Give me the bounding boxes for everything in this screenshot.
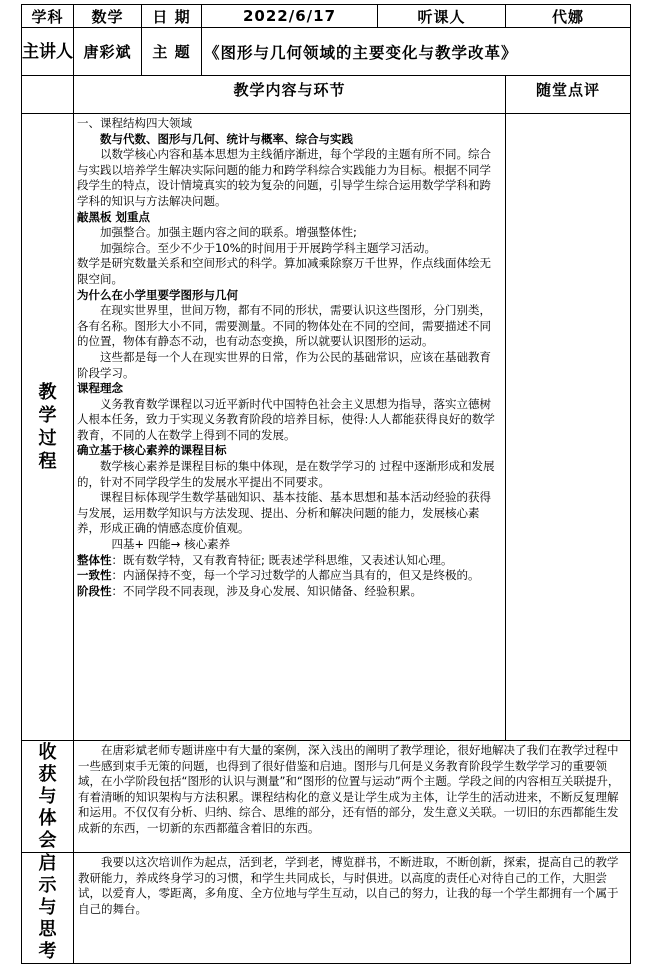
process-label: 教学过程 [22, 114, 74, 741]
process-content [74, 114, 506, 741]
line-curriculum-idea: 课程理念 [77, 381, 123, 396]
content-header: 教学内容与环节 [74, 76, 506, 114]
gains-text: 在唐彩斌老师专题讲座中有大量的案例，深入浅出的阐明了教学理论，很好地解决了我们在教学过程中一些感到束手无策的问题，也得到了很好借鉴和启迪。图形与几何是义务教育阶段学生数学学习的重要领域，在小学阶段包括“图形的认识与测量”和“图形的位置与运动”两个主题。学段之间的内容相互关联提升，有着清晰的知识架构与方法积累。课程结构化的意义是让学生成为主体，让学生的活动进来，不断反复理解和运用。不仅仅有分析、归纳、综合、思维的部分，还有悟的部分，发生意义关联。一切旧的东西都能生发成新的东西，一切新的东西都蕴含着旧的东西。 [74, 741, 631, 853]
line-four-domains: 数与代数、图形与几何、统计与概率、综合与实践 [100, 131, 353, 146]
line-real-world: 在现实世界里，世间万物，都有不同的形状，需要认识这些图形，分门别类，各有名称。图形大小不同，需要测量。不同的物体处在不同的空间，需要描述不同的位置，物体有静态不动，也有动态变换，所以就要认识图形的运动。 [77, 303, 491, 349]
line-core-goal: 确立基于核心素养的课程目标 [77, 443, 227, 458]
form-table [21, 4, 631, 964]
line-why-geometry: 为什么在小学里要学图形与几何 [77, 287, 238, 302]
line-daily-basics: 这些都是每一个人在现实世界的日常，作为公民的基础常识，应该在基础教育阶段学习。 [77, 349, 491, 380]
listener-label: 听课人 [378, 5, 506, 28]
line-synthesis: 加强综合。至少不少于10%的时间用于开展跨学科主题学习活动。 [100, 240, 437, 255]
line-math-definition: 数学是研究数量关系和空间形式的科学。算加减乘除察万千世界，作点线面体绘无限空间。 [77, 256, 491, 286]
subject-label: 学科 [22, 5, 74, 28]
insight-label: 启示与思考 [22, 853, 74, 964]
line-goal-para: 课程目标体现学生数学基础知识、基本技能、基本思想和基本活动经验的获得与发展，运用数学知识与方法发现、提出、分析和解决问题的能力，发展核心素养，形成正确的情感态度价值观。 [77, 490, 491, 536]
line-stage: 阶段性：不同学段不同表现，涉及身心发展、知识储备、经验积累。 [77, 583, 422, 598]
gains-label: 收获与体会 [22, 741, 74, 853]
subject-value: 数学 [74, 5, 142, 28]
line-key-points: 敲黑板 划重点 [77, 209, 151, 224]
listener-value: 代娜 [506, 5, 631, 28]
line-consistency: 一致性：内涵保持不变，每一个学习过数学的人都应当具有的，但又是终极的。 [77, 568, 480, 583]
process-comment-cell [506, 114, 631, 741]
date-value: 2022/6/17 [202, 5, 378, 28]
line-section-heading: 一、课程结构四大领域 [77, 116, 192, 130]
line-four-basics: 四基+ 四能→ 核心素养 [111, 537, 231, 552]
insight-text: 我要以这次培训作为起点，活到老，学到老，博览群书，不断进取，不断创新，探索，提高自己的教学教研能力，养成终身学习的习惯，和学生共同成长，与时俱进。以高度的责任心对待自己的工作，大胆尝试，以爱育人，零距离，多角度、全方位地与学生互动，以自己的努力，让我的每一个学生都拥有一个属于自己的舞台。 [74, 853, 631, 964]
speaker-label: 主讲人 [22, 28, 74, 76]
comment-header: 随堂点评 [506, 76, 631, 114]
speaker-value: 唐彩斌 [74, 28, 142, 76]
line-structure-para: 以数学核心内容和基本思想为主线循序渐进，每个学段的主题有所不同。综合与实践以培养学生解决实际问题的能力和跨学科综合实践能力为目标。根据不同学段学生的特点，设计情境真实的较为复杂的问题，引导学生综合运用数学学科和跨学科的知识与方法解决问题。 [77, 147, 491, 208]
topic-value: 《图形与几何领域的主要变化与教学改革》 [202, 28, 631, 76]
date-label: 日 期 [142, 5, 202, 28]
line-core-literacy: 数学核心素养是课程目标的集中体现，是在数学学习的 过程中逐渐形成和发展的，针对不同学段学生的发展水平提出不同要求。 [77, 459, 495, 489]
line-integration: 加强整合。加强主题内容之间的联系。增强整体性; [100, 225, 357, 240]
line-integrity: 整体性：既有数学特，又有教育特征; 既表述学科思维，又表述认知心理。 [77, 552, 453, 567]
line-curriculum-para: 义务教育数学课程以习近平新时代中国特色社会主义思想为指导，落实立德树人根本任务，致力于实现义务教育阶段的培养目标，使得:人人都能获得良好的数学教育，不同的人在数学上得到不同的发展。 [77, 396, 495, 442]
topic-label: 主 题 [142, 28, 202, 76]
